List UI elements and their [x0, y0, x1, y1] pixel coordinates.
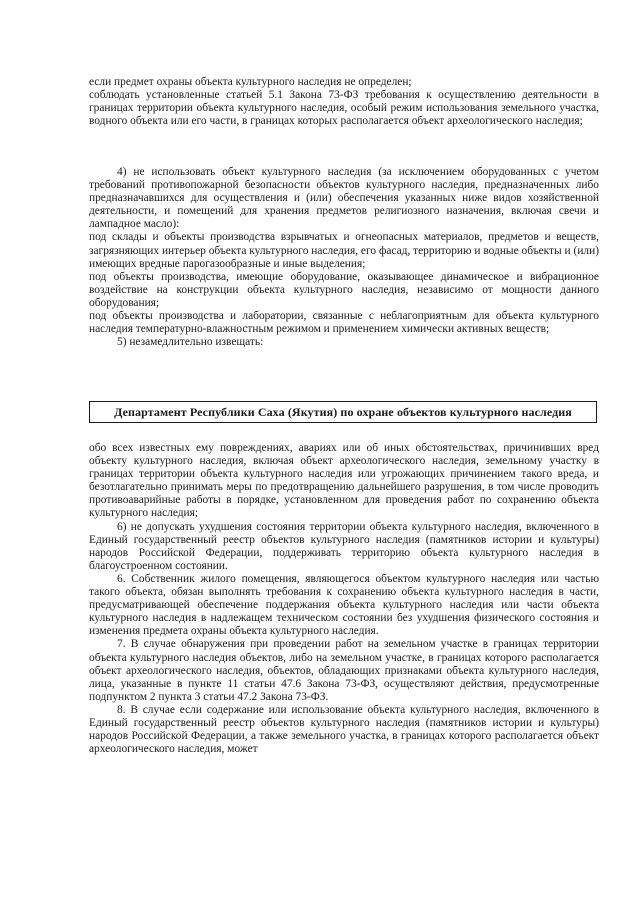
department-header-box	[89, 401, 597, 423]
paragraph: обо всех известных ему повреждениях, авариях или об иных обстоятельствах, причинивших вред объекту культурного наследия, включая объект археологического наследия, земельному участку в границах территории объекта культурного наследия или угрожающих причинением такого вреда, и безотлагательно принимать меры по предотвращению дальнейшего разрушения, в том числе проводить противоаварийные работы в порядке, установленном для проведения работ по сохранению объекта культурного наследия;	[89, 442, 599, 520]
text-section-top	[89, 76, 599, 128]
text-section-bottom	[89, 442, 599, 756]
paragraph: под объекты производства и лаборатории, связанные с неблагоприятным для объекта культурного наследия температурно-влажностным режимом и применением химически активных веществ;	[89, 310, 599, 336]
paragraph: если предмет охраны объекта культурного наследия не определен;	[89, 76, 412, 88]
department-title: Департамент Республики Саха (Якутия) по охране объектов культурного наследия	[114, 404, 572, 419]
paragraph: 7. В случае обнаружения при проведении работ на земельном участке в границах территории объекта культурного наследия объектов, либо на земельном участке, в границах которого располагается объект археологического наследия, объектов, обладающих признаками объекта культурного наследия, лица, указанные в пункте 11 статьи 47.6 Закона 73-ФЗ, осуществляют действия, предусмотренные подпунктом 2 пункта 3 статьи 47.2 Закона 73-ФЗ.	[89, 638, 599, 703]
text-section-middle	[89, 166, 599, 349]
paragraph: 6) не допускать ухудшения состояния территории объекта культурного наследия, включенного в Единый государственный реестр объектов культурного наследия (памятников истории и культуры) народов Российской Федерации, поддерживать территорию объекта культурного наследия в благоустроенном состоянии.	[89, 520, 599, 572]
paragraph: 4) не использовать объект культурного наследия (за исключением оборудованных с учетом требований противопожарной безопасности объектов культурного наследия, предназначенных либо предназначавшихся для осуществления и (или) обеспечения указанных ниже видов хозяйственной деятельности, и помещений для хранения предметов религиозного назначения, включая свечи и лампадное масло):	[89, 166, 599, 231]
paragraph: 8. В случае если содержание или использование объекта культурного наследия, включенного в Единый государственный реестр объектов культурного наследия (памятников истории и культуры) народов Российской Федерации, а также земельного участка, в границах которого располагается объект археологического наследия, может	[89, 703, 599, 756]
paragraph: 5) незамедлительно извещать:	[117, 336, 264, 349]
paragraph: 6. Собственник жилого помещения, являющегося объектом культурного наследия или частью такого объекта, обязан выполнять требования к сохранению объекта культурного наследия в части, предусматривающей обеспечение поддержания объекта культурного наследия или части объекта культурного наследия в надлежащем техническом состоянии без ухудшения физического состояния и изменения предмета охраны объекта культурного наследия.	[89, 572, 599, 638]
paragraph: под объекты производства, имеющие оборудование, оказывающее динамическое и вибрационное воздействие на конструкции объекта культурного наследия, независимо от мощности данного оборудования;	[89, 270, 599, 309]
paragraph: под склады и объекты производства взрывчатых и огнеопасных материалов, предметов и веществ, загрязняющих интерьер объекта культурного наследия, его фасад, территорию и водные объекты и (или) имеющих вредные парогазообразные и иные выделения;	[89, 231, 599, 270]
paragraph: соблюдать установленные статьей 5.1 Закона 73-ФЗ требования к осуществлению деятельности в границах территории объекта культурного наследия, особый режим использования земельного участка, водного объекта или его части, в границах которых располагается объект археологического наследия;	[89, 89, 599, 128]
